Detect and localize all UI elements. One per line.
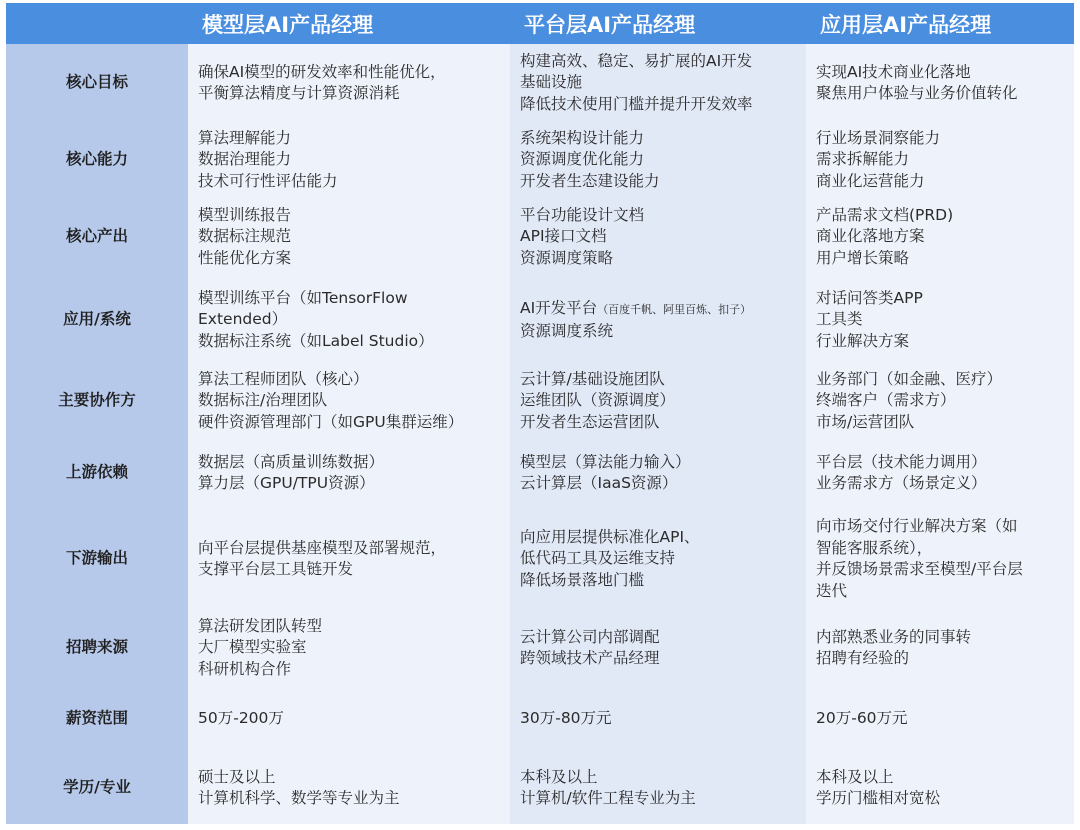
platform-examples: （百度千帆、阿里百炼、扣子） [597, 303, 752, 316]
cell-platform [510, 276, 806, 364]
table-row [6, 122, 1074, 198]
cell-model [188, 44, 510, 122]
cell-line: 开发者生态建设能力 [520, 171, 660, 190]
cell-line: 算法工程师团队（核心） [198, 369, 369, 388]
cell-application [806, 752, 1074, 824]
cell-line: 智能客服系统）， [816, 538, 933, 557]
table-row [6, 438, 1074, 508]
cell-line: 行业解决方案 [816, 331, 910, 350]
cell-line: 技术可行性评估能力 [198, 171, 338, 190]
cell-platform [510, 610, 806, 686]
cell-line: 构建高效、稳定、易扩展的AI开发 [520, 51, 753, 70]
cell-model [188, 508, 510, 610]
row-label: 上游依赖 [6, 438, 188, 508]
cell-application [806, 198, 1074, 276]
row-label: 核心目标 [6, 44, 188, 122]
cell-platform [510, 122, 806, 198]
header-label: 平台层AI产品经理 [524, 12, 696, 37]
cell-line: Extended） [198, 310, 288, 329]
cell-model [188, 364, 510, 438]
cell-line: 数据标注系统（如Label Studio） [198, 331, 434, 350]
cell-line: 30万-80万元 [520, 709, 612, 728]
cell-application [806, 122, 1074, 198]
table-row [6, 752, 1074, 824]
cell-line: 低代码工具及运维支持 [520, 549, 676, 568]
cell-line: 本科及以上 [520, 767, 598, 786]
cell-line: 向市场交付行业解决方案（如 [816, 517, 1018, 535]
ai-pm-comparison-table [6, 3, 1074, 824]
table-row [6, 508, 1074, 610]
table-row [6, 686, 1074, 752]
cell-model [188, 438, 510, 508]
cell-line: 云计算层（IaaS资源） [520, 474, 678, 492]
cell-line: 硬件资源管理部门（如GPU集群运维） [198, 412, 464, 431]
header-label: 模型层AI产品经理 [202, 12, 374, 37]
cell-line: 实现AI技术商业化落地 [816, 62, 971, 81]
cell-model [188, 198, 510, 276]
row-label: 主要协作方 [6, 364, 188, 438]
cell-application [806, 276, 1074, 364]
cell-line: 数据治理能力 [198, 150, 292, 169]
cell-model [188, 686, 510, 752]
cell-line: 向平台层提供基座模型及部署规范， [198, 538, 447, 557]
cell-line: 计算机/软件工程专业为主 [520, 789, 696, 807]
cell-line: 降低场景落地门槛 [520, 570, 645, 589]
cell-application [806, 508, 1074, 610]
cell-line: 工具类 [816, 310, 863, 329]
cell-line: 对话问答类APP [816, 288, 923, 307]
cell-application [806, 438, 1074, 508]
cell-line: 学历门槛相对宽松 [816, 789, 941, 807]
row-label: 核心能力 [6, 122, 188, 198]
cell-line: 招聘有经验的 [816, 649, 910, 667]
row-label: 下游输出 [6, 508, 188, 610]
table-row [6, 276, 1074, 364]
cell-line: 资源调度优化能力 [520, 150, 645, 169]
cell-line: 模型训练平台（如TensorFlow [198, 288, 408, 307]
cell-line: 算法研发团队转型 [198, 616, 323, 635]
table-row [6, 610, 1074, 686]
cell-line: 业务部门（如金融、医疗） [816, 369, 1003, 388]
cell-model [188, 610, 510, 686]
cell-line: 硕士及以上 [198, 767, 276, 786]
cell-line: 数据标注/治理团队 [198, 391, 328, 410]
cell-line: 云计算/基础设施团队 [520, 369, 665, 388]
cell-line: 需求拆解能力 [816, 150, 910, 169]
table-header-row [6, 3, 1074, 44]
cell-line: 向应用层提供标准化API、 [520, 527, 700, 546]
cell-line: 并反馈场景需求至模型/平台层 [816, 560, 1023, 578]
header-label: 应用层AI产品经理 [820, 12, 992, 37]
table-row [6, 198, 1074, 276]
cell-line: 运维团队（资源调度） [520, 391, 676, 410]
cell-platform [510, 44, 806, 122]
cell-line: API接口文档 [520, 227, 607, 246]
cell-line: 大厂模型实验室 [198, 638, 307, 657]
cell-line: 市场/运营团队 [816, 412, 915, 431]
cell-line: 商业化落地方案 [816, 227, 925, 246]
cell-line: 迭代 [816, 581, 848, 600]
row-label: 核心产出 [6, 198, 188, 276]
cell-line: 算法理解能力 [198, 128, 292, 147]
cell-line: 降低技术使用门槛并提升开发效率 [520, 94, 753, 113]
cell-line: 模型层（算法能力输入） [520, 452, 691, 471]
cell-line: 20万-60万元 [816, 709, 908, 728]
cell-line: 数据标注规范 [198, 227, 292, 246]
cell-line: 云计算公司内部调配 [520, 627, 660, 646]
cell-line: 平衡算法精度与计算资源消耗 [198, 84, 400, 102]
cell-application [806, 364, 1074, 438]
cell-line [520, 298, 806, 321]
table-row [6, 44, 1074, 122]
cell-line: 资源调度策略 [520, 248, 614, 267]
header-application-layer [806, 3, 1074, 44]
cell-line: 科研机构合作 [198, 659, 292, 678]
cell-platform [510, 198, 806, 276]
cell-model [188, 122, 510, 198]
cell-platform [510, 752, 806, 824]
cell-line: 用户增长策略 [816, 248, 910, 267]
cell-line: 算力层（GPU/TPU资源） [198, 474, 375, 492]
table-row [6, 364, 1074, 438]
cell-line: 性能优化方案 [198, 248, 292, 267]
header-corner-cell [6, 3, 188, 44]
cell-line: 基础设施 [520, 73, 583, 92]
cell-application [806, 610, 1074, 686]
cell-line: 平台层（技术能力调用） [816, 452, 987, 471]
cell-line: 系统架构设计能力 [520, 128, 645, 147]
cell-line: 模型训练报告 [198, 205, 292, 224]
cell-line: 行业场景洞察能力 [816, 128, 941, 147]
row-label: 应用/系统 [6, 276, 188, 364]
cell-model [188, 276, 510, 364]
row-label: 招聘来源 [6, 610, 188, 686]
header-platform-layer [510, 3, 806, 44]
cell-line: 数据层（高质量训练数据） [198, 452, 385, 471]
row-label: 学历/专业 [6, 752, 188, 824]
header-model-layer [188, 3, 510, 44]
cell-line: 跨领域技术产品经理 [520, 649, 660, 667]
cell-line: 聚焦用户体验与业务价值转化 [816, 84, 1018, 102]
cell-platform [510, 508, 806, 610]
cell-line: 50万-200万 [198, 709, 284, 728]
cell-line: 商业化运营能力 [816, 171, 925, 190]
cell-line: 业务需求方（场景定义） [816, 474, 987, 492]
cell-platform [510, 364, 806, 438]
cell-application [806, 44, 1074, 122]
row-label: 薪资范围 [6, 686, 188, 752]
cell-platform [510, 686, 806, 752]
cell-line: 开发者生态运营团队 [520, 412, 660, 431]
cell-line: 平台功能设计文档 [520, 205, 645, 224]
cell-line: 支撑平台层工具链开发 [198, 560, 354, 578]
cell-application [806, 686, 1074, 752]
cell-line: 确保AI模型的研发效率和性能优化， [198, 62, 446, 81]
cell-line: 内部熟悉业务的同事转 [816, 627, 972, 646]
cell-model [188, 752, 510, 824]
platform-name: AI开发平台 [520, 299, 598, 317]
cell-platform [510, 438, 806, 508]
cell-line: 计算机科学、数学等专业为主 [198, 789, 400, 807]
cell-line: 产品需求文档(PRD) [816, 205, 954, 224]
cell-line: 终端客户（需求方） [816, 391, 956, 410]
cell-line: 资源调度系统 [520, 321, 614, 340]
cell-line: 本科及以上 [816, 767, 894, 786]
